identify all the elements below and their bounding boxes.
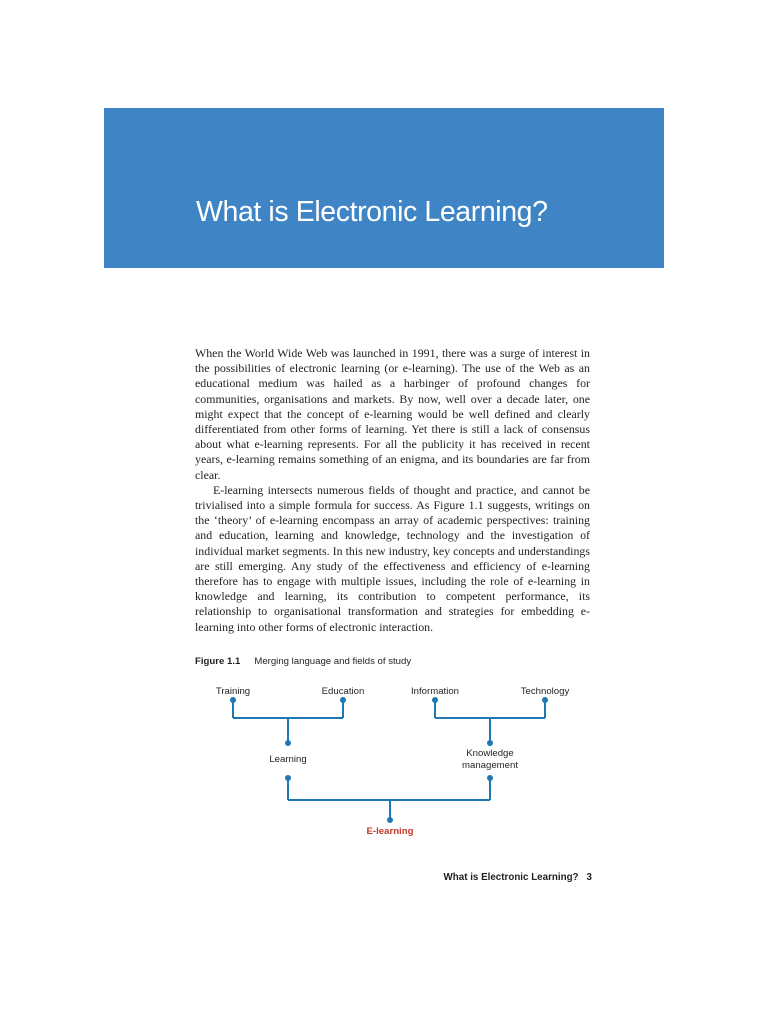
node-training: Training xyxy=(215,686,251,697)
node-education: Education xyxy=(321,686,365,697)
node-information: Information xyxy=(411,686,459,697)
paragraph-2: E-learning intersects numerous fields of thought and practice, and cannot be trivialised into a simple formula for success. As Figure 1.1 suggests, writings on the ‘theory’ of e-learning encompass an array of academic perspectives: training and education, learning and knowledge, technology and the investigation of individual market segments. In this new industry, key concepts and understandings are still emerging. Any study of the effectiveness and efficiency of e-learning therefore has to engage with multiple issues, including the role of e-learning in knowledge and learning, its contribution to competent performance, its relationship to organisational transformation and strategies for embedding e-learning into other forms of electronic interaction. xyxy=(195,482,590,634)
page-number: 3 xyxy=(586,872,592,883)
node-elearning: E-learning xyxy=(366,826,414,837)
chapter-title: What is Electronic Learning? xyxy=(196,196,548,228)
paragraph-1: When the World Wide Web was launched in 1991, there was a surge of interest in the possibilities of electronic learning (or e-learning). The use of the Web as an educational medium was hailed as a harbinger of profound changes for communities, organisations and markets. By now, well over a decade later, one might expect that the concept of e-learning would be well defined and clearly differentiated from other forms of learning. Yet there is still a lack of consensus about what e-learning represents. For all the publicity it has received in recent years, e-learning remains something of an enigma, and its boundaries are far from clear. xyxy=(195,346,590,482)
page-footer xyxy=(380,872,592,883)
figure-caption-text: Merging language and fields of study xyxy=(254,656,412,667)
figure-number: Figure 1.1 xyxy=(195,656,241,667)
node-km-line2: management xyxy=(462,760,518,771)
running-title: What is Electronic Learning? xyxy=(443,872,579,883)
node-km-line1: Knowledge xyxy=(466,748,514,759)
node-technology: Technology xyxy=(520,686,570,697)
node-learning: Learning xyxy=(269,754,307,765)
